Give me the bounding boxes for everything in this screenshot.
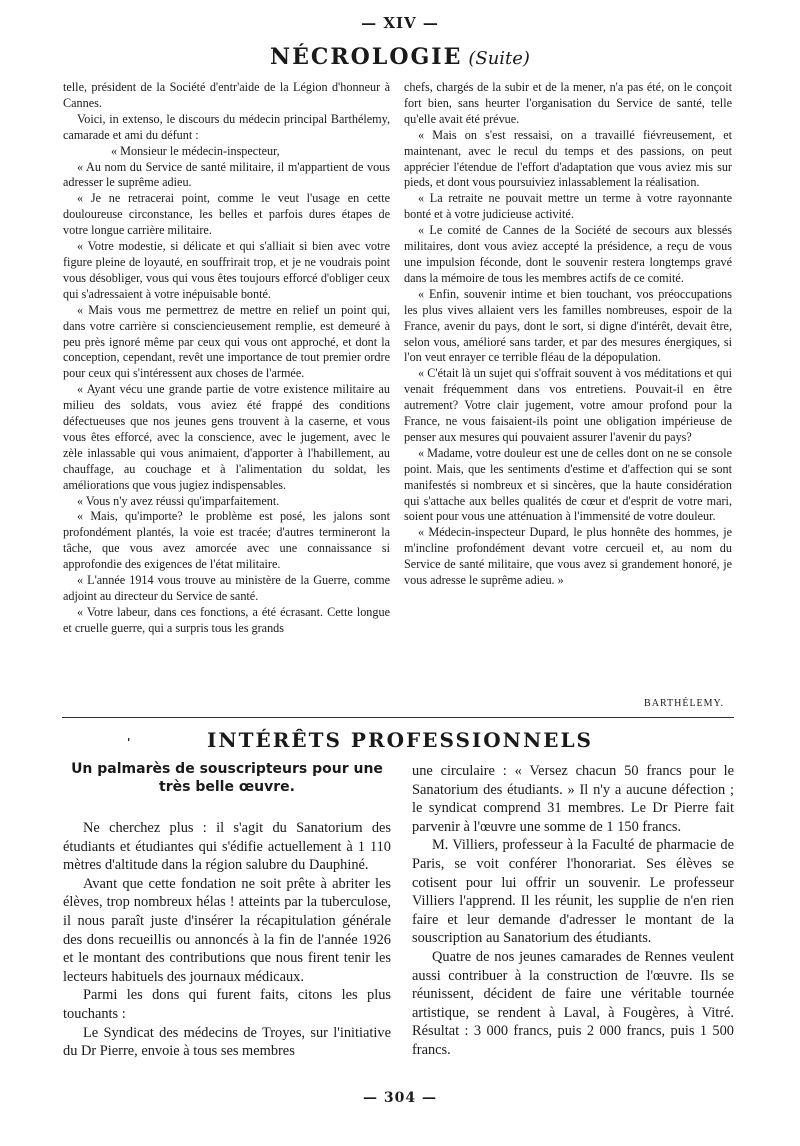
paragraph: « C'était là un sujet qui s'offrait souvent à vos méditations et qui venait fréquemment dans vos entretiens. Pouvait-il en être autrement? Votre clair jugement, votre amour profond pour la France, ne vous faisaient-ils point une obligation impérieuse de penser aux mesures qui pouvaient assurer l'avenir du pays? <box>404 366 732 444</box>
paragraph: Parmi les dons qui furent faits, citons les plus touchants : <box>63 987 391 1022</box>
paragraph: « La retraite ne pouvait mettre un terme à votre rayonnante bonté et à votre judicieuse activité. <box>404 191 732 222</box>
page-roman-numeral: — XIV — <box>361 14 439 32</box>
paragraph: « Je ne retracerai point, comme le veut l'usage en cette douloureuse circonstance, les belles et parfois dures étapes de votre longue carrière militaire. <box>63 191 390 238</box>
paragraph: « Mais, qu'importe? le problème est posé, les jalons sont profondément plantés, la voie est tracée; d'autres termineront la tâche, que vous avez amorcée avec une connaissance si approfondie des exigences de l'état militaire. <box>63 509 390 572</box>
paragraph: « Mais vous me permettrez de mettre en relief un point qui, dans votre carrière si consciencieusement remplie, est demeuré à peu près ignoré même par ceux qui vous ont approché, et dont la conception, cependant, revêt une importance de tout premier ordre pour ceux qui s'intéressent aux choses de l'armée. <box>63 302 390 381</box>
interets-column-right <box>412 762 734 1060</box>
paragraph: « Enfin, souvenir intime et bien touchant, vos préoccupations les plus vives allaient vers les familles nombreuses, espoir de la France, avenir du pays, dont le sort, si digne d'intérêt, devait être, selon vous, amélioré sans tarder, et par des mesures énergiques, si l'on veut enrayer ce terrible fléau de la dépopulation. <box>404 286 732 365</box>
paragraph: telle, président de la Société d'entr'aide de la Légion d'honneur à Cannes. <box>63 80 390 110</box>
paragraph: « Vous n'y avez réussi qu'imparfaitement. <box>77 493 280 508</box>
paragraph: chefs, chargés de la subir et de la mener, n'a pas été, on le conçoit fort bien, sans heurter l'organisation du Service de santé, telle qu'elle avait été prévue. <box>404 80 732 126</box>
paragraph: Ne cherchez plus : il s'agit du Sanatorium des étudiants et étudiantes qui s'édifie actuellement à 1 110 mètres d'altitude dans la région salubre du Dauphiné. <box>63 820 391 874</box>
paragraph: M. Villiers, professeur à la Faculté de pharmacie de Paris, se voit conférer l'honorariat. Ses élèves se cotisent pour lui offrir un souvenir. Le professeur Villiers l'apprend. Il les réunit, les supplie de n'en rien faire et leur demande d'adresser le montant de la souscription au Sanatorium des étudiants. <box>412 837 734 947</box>
paragraph: « L'année 1914 vous trouve au ministère de la Guerre, comme adjoint au directeur du Service de santé. <box>63 573 390 603</box>
section-title-main: NÉCROLOGIE <box>270 44 463 70</box>
section-title <box>0 44 800 70</box>
necrologie-column-left <box>63 80 390 637</box>
necrologie-column-right <box>404 80 732 589</box>
paragraph: « Le comité de Cannes de la Société de secours aux blessés militaires, dont vous aviez accepté la présidence, a reçu de vous une impulsion féconde, dont le souvenir restera longtemps gravé dans la mémoire de tous les membres actifs de ce comité. <box>404 223 732 285</box>
paragraph: « Votre modestie, si délicate et qui s'alliait si bien avec votre figure pleine de loyauté, en souffrirait trop, et je ne voudrais point vous désobliger, vous qui vous êtes toujours efforcé d'obliger ceux qui s'adressaient à votre inépuisable bonté. <box>63 239 390 301</box>
paragraph: « Mais on s'est ressaisi, on a travaillé fiévreusement, et maintenant, avec le recul du temps et des passions, on peut apprécier l'étendue de l'effort d'adaptation que vous aviez mis sur pieds, et dont vous poursuiviez inlassablement la réalisation. <box>404 127 732 190</box>
paragraph: Avant que cette fondation ne soit prête à abriter les élèves, trop nombreux hélas ! atteints par la tuberculose, il nous paraît juste d'insérer la récapitulation générale des dons recueillis ou annoncés à la fin de l'année 1926 et le montant des contributions que nous firent tenir les lecteurs habituels des journaux médicaux. <box>63 875 391 985</box>
section-divider <box>62 717 734 718</box>
interets-column-left <box>63 819 391 1061</box>
section-title-suffix: (Suite) <box>468 48 530 69</box>
paragraph: Quatre de nos jeunes camarades de Rennes veulent aussi contribuer à la construction de l'œuvre. Ils se réunissent, décident de faire une véritable tournée artistique, se rendent à Laval, à Fougères, à Vitré. Résultat : 3 000 francs, puis 2 000 francs, puis 1 500 francs. <box>412 948 734 1058</box>
paragraph: Le Syndicat des médecins de Troyes, sur l'initiative du Dr Pierre, envoie à tous ses membres <box>63 1024 391 1060</box>
paragraph: une circulaire : « Versez chacun 50 francs pour le Sanatorium des étudiants. » Il n'y a aucune défection ; le syndicat comprend 31 membres. Le Dr Pierre fait parvenir à l'œuvre une somme de 1 150 francs. <box>412 763 734 835</box>
paragraph: Voici, in extenso, le discours du médecin principal Barthélemy, camarade et ami du défunt : <box>63 111 390 142</box>
paragraph: « Ayant vécu une grande partie de votre existence militaire au milieu des soldats, vous aviez été frappé des conditions défectueuses que nos jeunes gens trouvent à la caserne, et vous vous êtes efforcé, avec la conscience, avec le jugement, avec le zèle inlassable qui vous animaient, d'apporter à l'habillement, au chauffage, au couchage et à l'alimentation du soldat, les améliorations que vous jugiez indispensables. <box>63 382 390 492</box>
signature: BARTHÉLEMY. <box>644 698 724 709</box>
paragraph: « Médecin-inspecteur Dupard, le plus honnête des hommes, je m'incline profondément devant votre cercueil et, au nom du Service de santé militaire, que vous avez si grandement honoré, je vous adresse le suprême adieu. » <box>404 525 732 588</box>
paragraph: « Votre labeur, dans ces fonctions, a été écrasant. Cette longue et cruelle guerre, qui a surpris tous les grands <box>63 604 390 635</box>
article-subtitle: Un palmarès de souscripteurs pour une très belle œuvre. <box>71 761 383 795</box>
page-number: — 304 — <box>363 1090 437 1106</box>
interets-title: INTÉRÊTS PROFESSIONNELS <box>207 728 593 752</box>
printer-mark: ' <box>127 736 131 749</box>
paragraph: « Madame, votre douleur est une de celles dont on ne se console point. Mais, que les sentiments d'estime et d'affection qui se sont manifestés si nombreux et si sincères, que la haute considération qui s'attache aux belles qualités de cœur et d'esprit de votre mari, soient pour vous une atténuation à l'immensité de votre douleur. <box>404 445 732 524</box>
salutation: « Monsieur le médecin-inspecteur, <box>111 143 280 158</box>
paragraph: « Au nom du Service de santé militaire, il m'appartient de vous adresser le suprême adieu. <box>63 159 390 190</box>
